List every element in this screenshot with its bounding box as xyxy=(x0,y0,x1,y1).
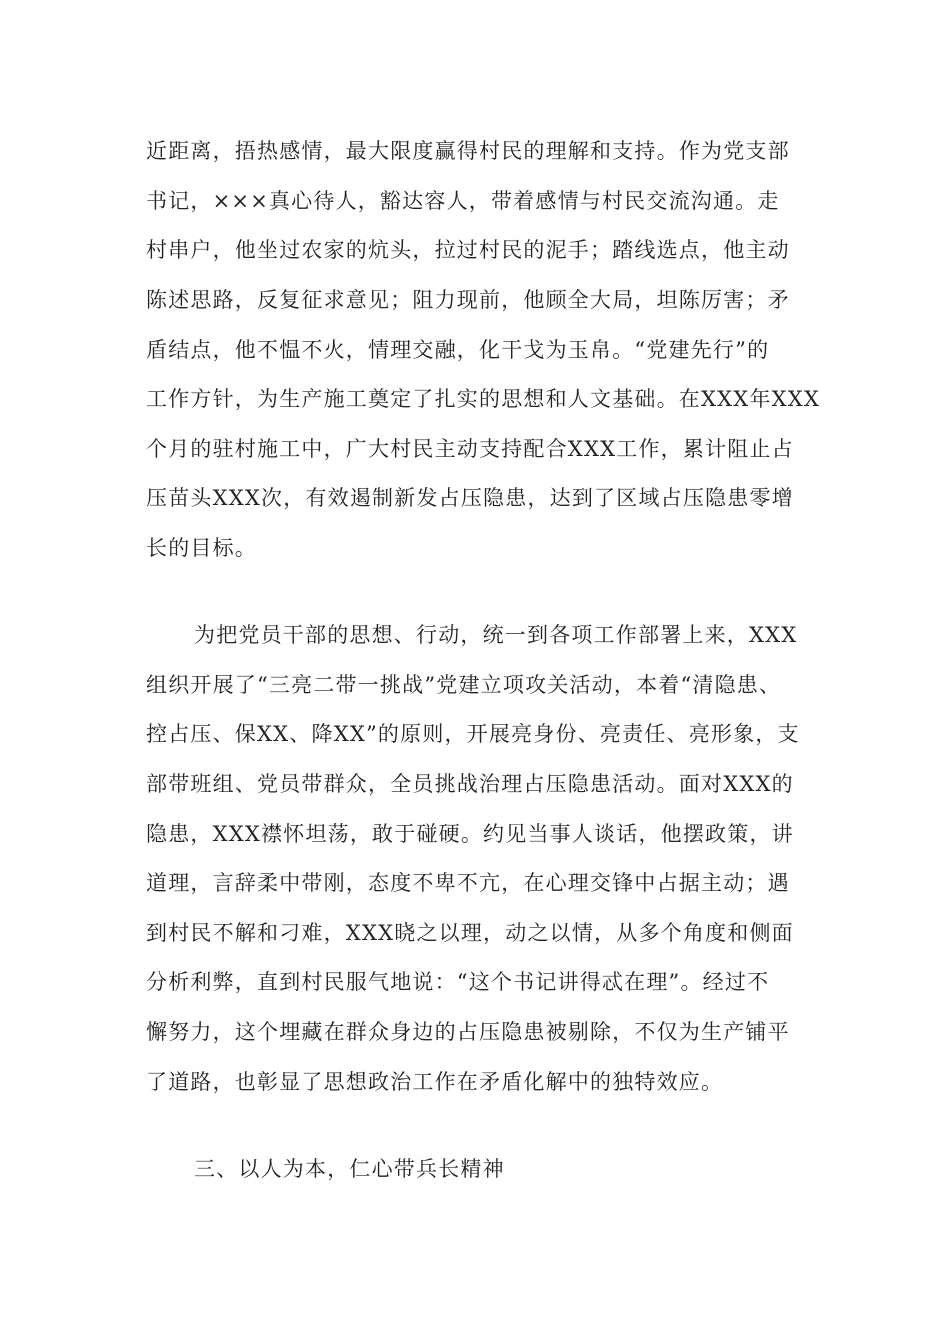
paragraph-line: 道理，言辞柔中带刚，态度不卑不亢，在心理交锋中占据主动；遇 xyxy=(146,871,790,895)
paragraph-line: 懈努力，这个埋藏在群众身边的占压隐患被剔除，不仅为生产铺平 xyxy=(146,1020,790,1044)
paragraph-line: 个月的驻村施工中，广大村民主动支持配合XXX工作，累计阻止占 xyxy=(146,437,794,461)
paragraph-line: 组织开展了“三亮二带一挑战”党建立项攻关活动，本着“清隐患、 xyxy=(146,673,782,697)
section-heading: 三、以人为本，仁心带兵长精神 xyxy=(194,1157,505,1181)
paragraph-line: 工作方针，为生产施工奠定了扎实的思想和人文基础。在XXX年XXX xyxy=(146,387,821,411)
paragraph-line: 隐患，XXX襟怀坦荡，敢于碰硬。约见当事人谈话，他摆政策，讲 xyxy=(146,822,794,846)
paragraph-line: 陈述思路，反复征求意见；阻力现前，他顾全大局，坦陈厉害；矛 xyxy=(146,288,790,312)
paragraph-line: 分析利弊，直到村民服气地说：“这个书记讲得忒在理”。经过不 xyxy=(146,970,770,994)
paragraph-line: 到村民不解和刁难，XXX晓之以理，动之以情，从多个角度和侧面 xyxy=(146,921,794,945)
paragraph-line: 压苗头XXX次，有效遏制新发占压隐患，达到了区域占压隐患零增 xyxy=(146,486,794,510)
paragraph-line: 为把党员干部的思想、行动，统一到各项工作部署上来，XXX xyxy=(194,623,798,647)
paragraph-line: 近距离，捂热感情，最大限度赢得村民的理解和支持。作为党支部 xyxy=(146,139,790,163)
paragraph-line: 村串户，他坐过农家的炕头，拉过村民的泥手；踏线选点，他主动 xyxy=(146,238,790,262)
paragraph-line: 控占压、保XX、降XX”的原则，开展亮身份、亮责任、亮形象，支 xyxy=(146,722,800,746)
paragraph-line: 了道路，也彰显了思想政治工作在矛盾化解中的独特效应。 xyxy=(146,1070,724,1094)
paragraph-line: 部带班组、党员带群众，全员挑战治理占压隐患活动。面对XXX的 xyxy=(146,772,794,796)
paragraph-line: 长的目标。 xyxy=(146,536,257,560)
paragraph-line: 书记，×××真心待人，豁达容人，带着感情与村民交流沟通。走 xyxy=(146,189,780,213)
paragraph-line: 盾结点，他不愠不火，情理交融，化干戈为玉帛。“党建先行”的 xyxy=(146,338,770,362)
